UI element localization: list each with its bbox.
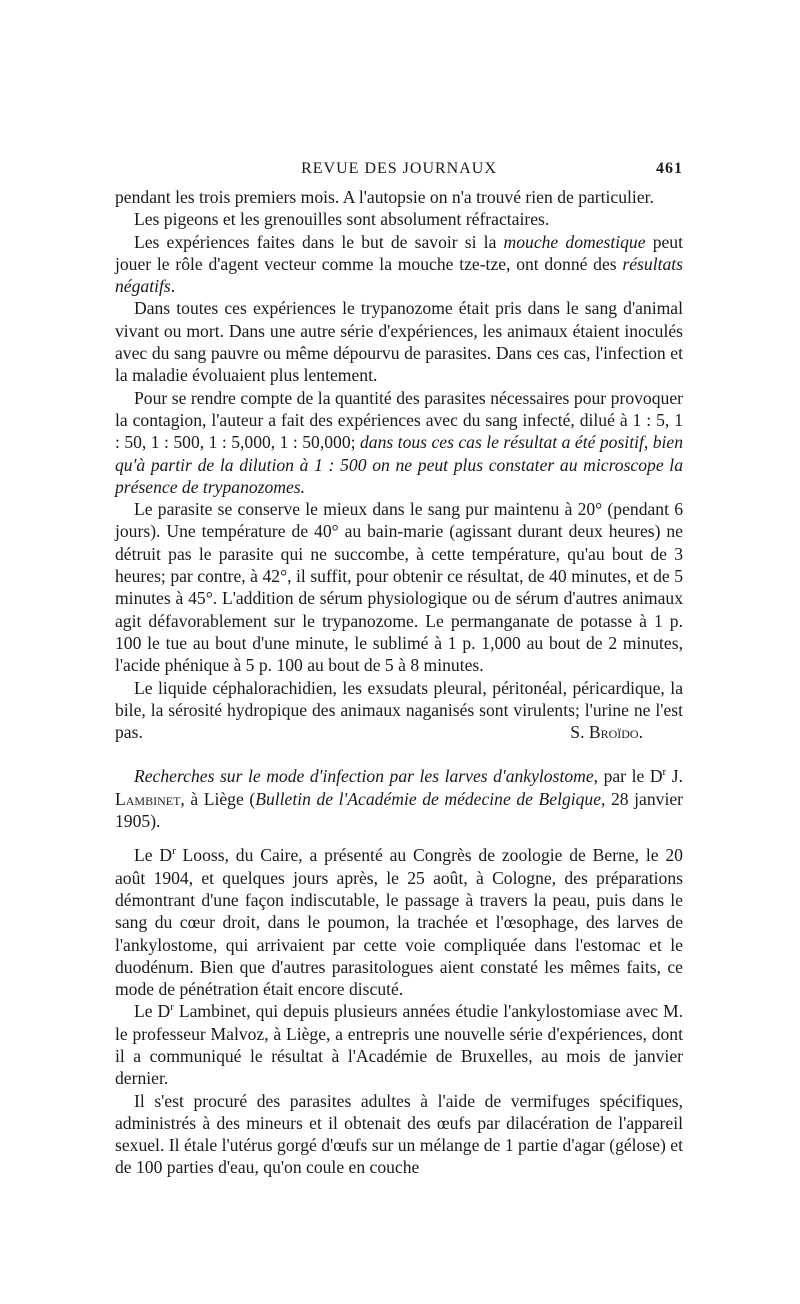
page-number: 461 [656, 160, 683, 177]
paragraph-dilution: Pour se rendre compte de la quantité des parasites nécessaires pour provoquer la contagion, l'auteur a fait des expériences avec du sang infecté, dilué à 1 : 5, 1 : 50, 1 : 500, 1 : 5,000, 1 : 50,000; dans tous ces cas le résultat a été positif, bien qu'à partir de la dilution à 1 : 500 on ne peut plus constater au microscope la présence de trypanozomes. [115, 387, 683, 497]
paragraph-looss: Le $D^r$ Looss, du Caire, a présenté au Congrès de zoologie de Berne, le 20 août 1904, et quelques jours après, le 25 août, à Cologne, des préparations démontrant d'une façon indiscutable, le passage à travers la peau, puis dans le sang du cœur droit, dans le poumon, la trachée et l'œsophage, des larves de l'ankylostome, qui arrivaient par cette voie compliquée dans l'estomac et le duodénum. Bien que d'autres parasitologues aient constaté les mêmes faits, ce mode de pénétration était encore discuté. [115, 845, 683, 1000]
paragraph-parasites: Il s'est procuré des parasites adultes à l'aide de vermifuges spécifiques, administrés à des mineurs et il obtenait des œufs par dilacération de l'appareil sexuel. Il étale l'utérus gorgé d'œufs sur un mélange de 1 partie d'agar (gélose) et de 100 parties d'eau, qu'on coule en couche [115, 1090, 683, 1178]
heading-gap [115, 832, 683, 844]
paragraph-mouche: Les expériences faites dans le but de savoir si la mouche domestique peut jouer le rôle d'agent vecteur comme la mouche tze-tze, ont donné des résultats négatifs. [115, 231, 683, 297]
article-heading: Recherches sur le mode d'infection par les larves d'ankylostome, par le $D^r$ J. Lambinet, à Liège (Bulletin de l'Académie de médecine de Belgique, 28 janvier 1905). [115, 766, 683, 832]
running-title: REVUE DES JOURNAUX [301, 160, 497, 177]
paragraph-continuation: pendant les trois premiers mois. A l'autopsie on n'a trouvé rien de particulier. [115, 187, 654, 207]
emphasis-dilution: dans tous ces cas le résultat a été positif, bien qu'à partir de la dilution à 1 : 500 on ne peut plus constater au microscope la présence de trypanozomes. [115, 432, 683, 497]
signature: S. Broïdo. [570, 722, 643, 743]
article-title: Recherches sur le mode d'infection par les larves d'ankylostome [134, 766, 594, 787]
paragraph-experiences: Dans toutes ces expériences le trypanozome était pris dans le sang d'animal vivant ou mort. Dans une autre série d'expériences, les animaux étaient inoculés avec du sang pauvre ou même dépourvu de parasites. Dans ces cas, l'infection et la maladie évoluaient plus lentement. [115, 298, 683, 386]
section-gap [115, 743, 683, 765]
emphasis-mouche: mouche domestique [503, 231, 646, 252]
paragraph-pigeons: Les pigeons et les grenouilles sont absolument réfractaires. [134, 209, 550, 230]
page-header [115, 160, 683, 182]
page-body [115, 186, 683, 1179]
article-author: J. Lambinet [115, 766, 683, 809]
paragraph-lambinet: Le $D^r$ Lambinet, qui depuis plusieurs années étudie l'ankylostomiase avec M. le professeur Malvoz, à Liège, a entrepris une nouvelle série d'expériences, dont il a communiqué le résultat à l'Académie de Bruxelles, au mois de janvier dernier. [115, 1001, 683, 1089]
paragraph-liquide: Le liquide céphalorachidien, les exsudats pleural, péritonéal, péricardique, la bile, la sérosité hydropique des animaux naganisés sont virulents; l'urine ne l'est pas. S. Broïdo. [115, 677, 683, 743]
paragraph-conservation: Le parasite se conserve le mieux dans le sang pur maintenu à 20° (pendant 6 jours). Une température de 40° au bain-marie (agissant durant deux heures) ne détruit pas le parasite qui ne succombe, à cette température, qu'au bout de 3 heures; par contre, à 42°, il suffit, pour obtenir ce résultat, de 40 minutes, et de 5 minutes à 45°. L'addition de sérum physiologique ou de sérum d'autres animaux agit défavorablement sur le trypanozome. Le permanganate de potasse à 1 p. 100 le tue au bout d'une minute, le sublimé à 1 p. 1,000 au bout de 2 minutes, l'acide phénique à 5 p. 100 au bout de 5 à 8 minutes. [115, 499, 683, 676]
article-source: Bulletin de l'Académie de médecine de Belgique [255, 788, 602, 809]
emphasis-resultats: résultats négatifs [115, 253, 683, 297]
